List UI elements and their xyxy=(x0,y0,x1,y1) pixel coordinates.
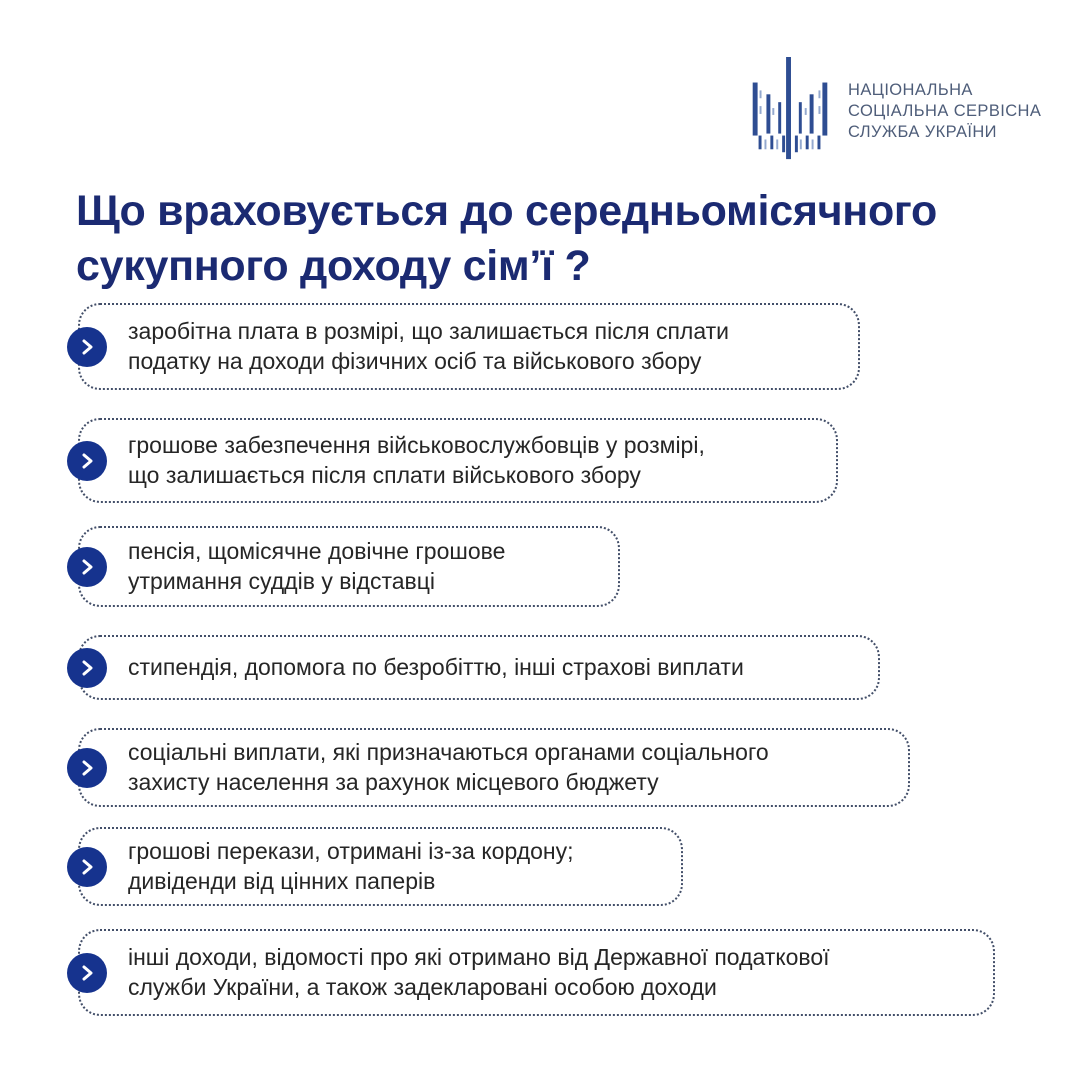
chevron-right-icon xyxy=(67,441,107,481)
list-item xyxy=(78,827,683,906)
org-name-line: СОЦІАЛЬНА СЕРВІСНА xyxy=(848,101,1042,120)
page-title-line: Що враховується до середньомісячного xyxy=(76,187,937,235)
list-item-text: що залишається після сплати військового збору xyxy=(128,461,641,488)
list-item xyxy=(78,418,838,503)
list-item-text: грошове забезпечення військовослужбовців у розмірі, xyxy=(128,432,705,458)
list-item xyxy=(78,728,910,807)
list-item-text: служби України, а також задекларовані особою доходи xyxy=(128,973,717,1000)
list-item-text: податку на доходи фізичних осіб та військового збору xyxy=(128,347,702,374)
page-title-line: сукупного доходу сім’ї ? xyxy=(76,242,591,290)
income-items-list xyxy=(78,303,995,1016)
list-item-text: соціальні виплати, які призначаються органами соціального xyxy=(128,739,769,765)
list-item-text: пенсія, щомісячне довічне грошове xyxy=(128,538,506,564)
list-item-text: дивіденди від цінних паперів xyxy=(128,867,436,894)
chevron-right-icon xyxy=(67,748,107,788)
chevron-right-icon xyxy=(67,953,107,993)
list-item xyxy=(78,526,620,607)
org-name-line: НАЦІОНАЛЬНА xyxy=(848,80,973,99)
list-item xyxy=(78,635,880,700)
list-item-text: стипендія, допомога по безробіттю, інші страхові виплати xyxy=(128,653,744,680)
chevron-right-icon xyxy=(67,648,107,688)
org-name-line: СЛУЖБА УКРАЇНИ xyxy=(848,122,997,141)
page-title xyxy=(76,184,1036,294)
chevron-right-icon xyxy=(67,847,107,887)
org-name xyxy=(848,80,1041,143)
list-item-text: заробітна плата в розмірі, що залишається після сплати xyxy=(128,318,729,344)
chevron-right-icon xyxy=(67,547,107,587)
tryzub-bars-icon xyxy=(750,57,830,165)
list-item-text: утримання суддів у відставці xyxy=(128,567,436,594)
org-logo xyxy=(750,57,1041,165)
list-item-text: захисту населення за рахунок місцевого бюджету xyxy=(128,768,659,795)
list-item xyxy=(78,303,860,390)
list-item xyxy=(78,929,995,1016)
list-item-text: інші доходи, відомості про які отримано від Державної податкової xyxy=(128,944,830,970)
list-item-text: грошові перекази, отримані із-за кордону; xyxy=(128,838,574,864)
chevron-right-icon xyxy=(67,327,107,367)
